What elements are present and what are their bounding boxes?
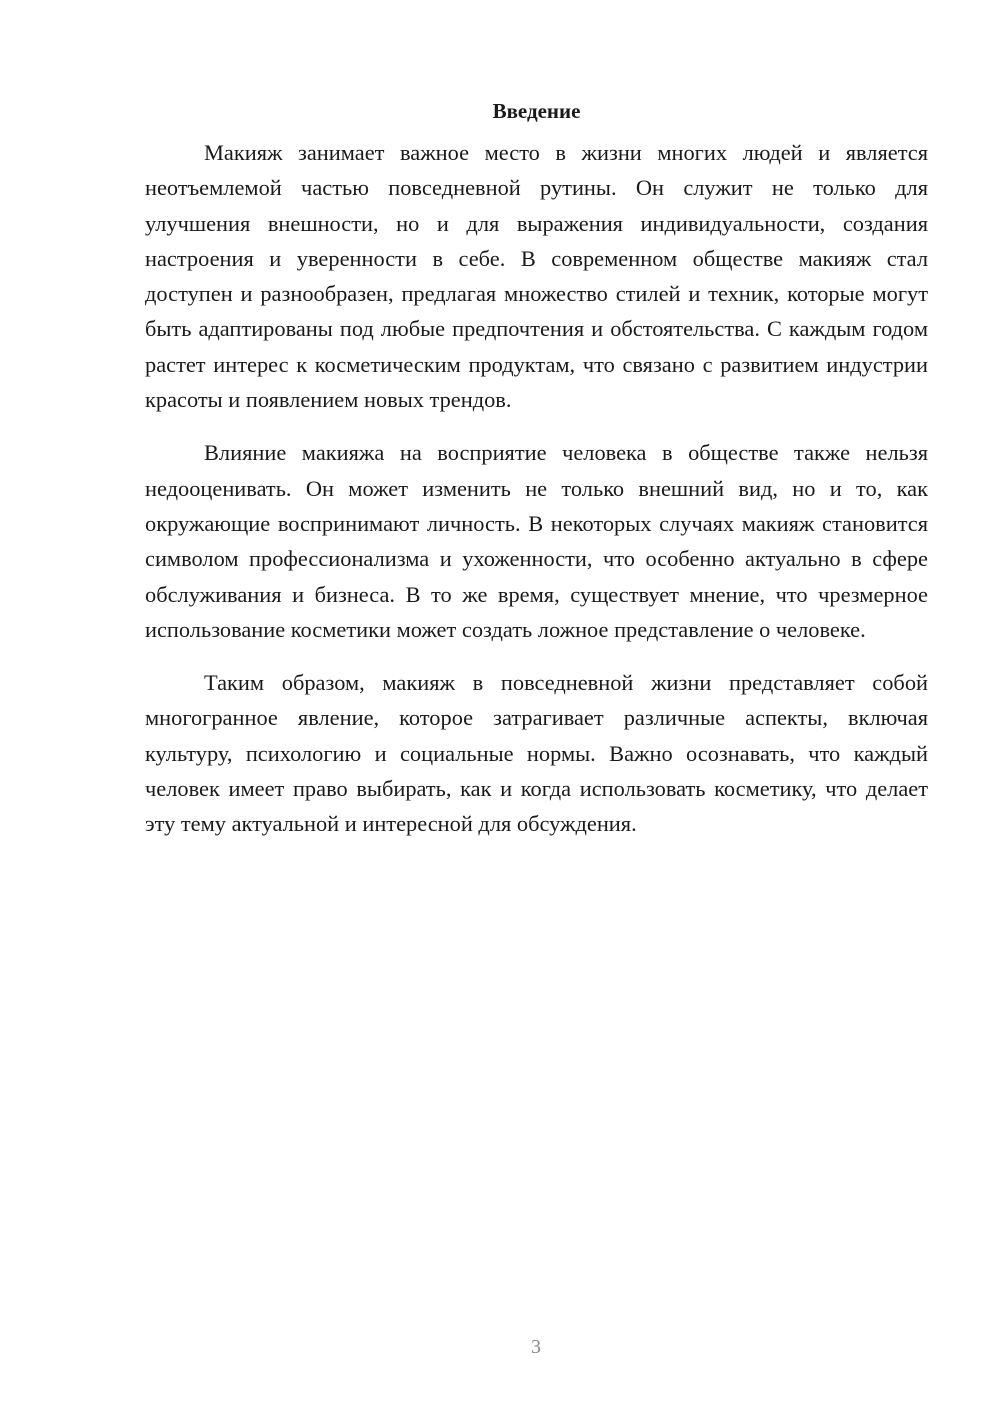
page-content bbox=[145, 96, 928, 860]
paragraph-1: Макияж занимает важное место в жизни многих людей и является неотъемлемой частью повседневной рутины. Он служит не только для улучшения внешности, но и для выражения индивидуальности, создания настроения и уверенности в себе. В современном обществе макияж стал доступен и разнообразен, предлагая множество стилей и техник, которые могут быть адаптированы под любые предпочтения и обстоятельства. С каждым годом растет интерес к косметическим продуктам, что связано с развитием индустрии красоты и появлением новых трендов. bbox=[145, 140, 928, 413]
paragraph-2: Влияние макияжа на восприятие человека в обществе также нельзя недооценивать. Он может изменить не только внешний вид, но и то, как окружающие воспринимают личность. В некоторых случаях макияж становится символом профессионализма и ухоженности, что особенно актуально в сфере обслуживания и бизнеса. В то же время, существует мнение, что чрезмерное использование косметики может создать ложное представление о человеке. bbox=[145, 440, 928, 642]
paragraph-3: Таким образом, макияж в повседневной жизни представляет собой многогранное явление, которое затрагивает различные аспекты, включая культуру, психологию и социальные нормы. Важно осознавать, что каждый человек имеет право выбирать, как и когда использовать косметику, что делает эту тему актуальной и интересной для обсуждения. bbox=[145, 670, 928, 837]
page-number: 3 bbox=[531, 1336, 541, 1358]
section-heading: Введение bbox=[492, 99, 581, 123]
